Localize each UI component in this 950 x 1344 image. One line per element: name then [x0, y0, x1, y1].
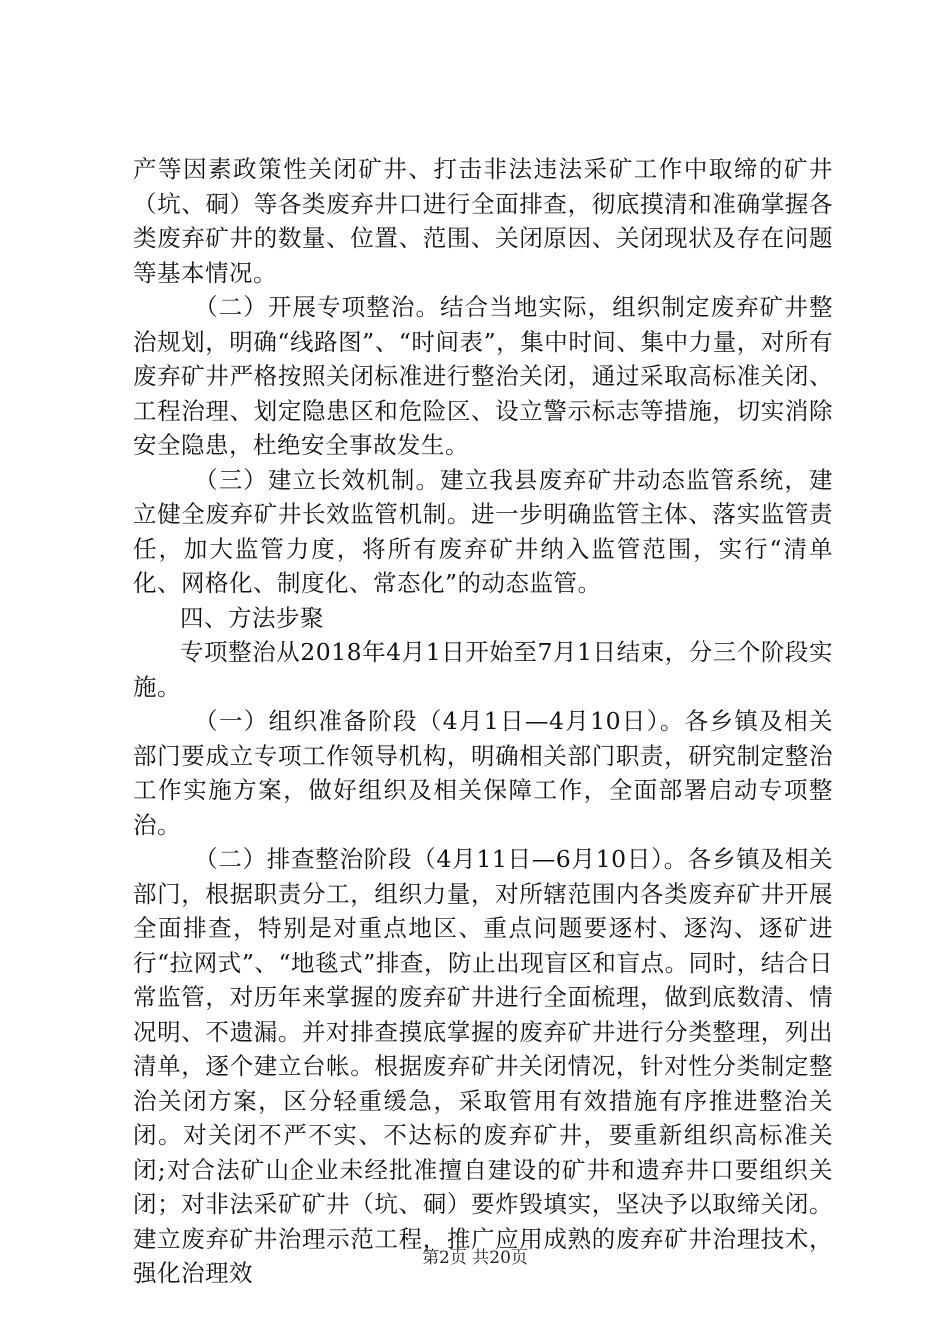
paragraph-schedule: 专项整治从2018年4月1日开始至7月1日结束，分三个阶段实施。	[133, 638, 833, 701]
paragraph-phase-1: （一）组织准备阶段（4月1日—4月10日）。各乡镇及相关部门要成立专项工作领导机构，明确相关部门职责，研究制定整治工作实施方案，做好组织及相关保障工作，全面部署启动专项整治。	[133, 707, 833, 839]
page-footer: 第2页 共20页	[422, 1248, 528, 1268]
paragraph-continued: 产等因素政策性关闭矿井、打击非法违法采矿工作中取缔的矿井（坑、硐）等各类废弃井口进行全面排查，彻底摸清和准确掌握各类废弃矿井的数量、位置、范围、关闭原因、关闭现状及存在问题等基本情况。	[133, 155, 833, 287]
paragraph-phase-2: （二）排查整治阶段（4月11日—6月10日）。各乡镇及相关部门，根据职责分工，组织力量，对所辖范围内各类废弃矿井开展全面排查，特别是对重点地区、重点问题要逐村、逐沟、逐矿进行“拉网式”、“地毯式”排查，防止出现盲区和盲点。同时，结合日常监管，对历年来掌握的废弃矿井进行全面梳理，做到底数清、情况明、不遗漏。并对排查摸底掌握的废弃矿井进行分类整理，列出清单，逐个建立台帐。根据废弃矿井关闭情况，针对性分类制定整治关闭方案，区分轻重缓急，采取管用有效措施有序推进整治关闭。对关闭不严不实、不达标的废弃矿井，要重新组织高标准关闭;对合法矿山企业未经批准擅自建设的矿井和遗弃井口要组织关闭；对非法采矿矿井（坑、硐）要炸毁填实，坚决予以取缔关闭。建立废弃矿井治理示范工程，推广应用成熟的废弃矿井治理技术，强化治理效	[133, 845, 833, 1287]
paragraph-section-2: （二）开展专项整治。结合当地实际，组织制定废弃矿井整治规划，明确“线路图”、“时间表”，集中时间、集中力量，对所有废弃矿井严格按照关闭标准进行整治关闭，通过采取高标准关闭、工程治理、划定隐患区和危险区、设立警示标志等措施，切实消除安全隐患，杜绝安全事故发生。	[133, 293, 833, 459]
document-body	[133, 152, 833, 1291]
section-heading-methods: 四、方法步聚	[180, 603, 324, 632]
paragraph-section-3: （三）建立长效机制。建立我县废弃矿井动态监管系统，建立健全废弃矿井长效监管机制。进一步明确监管主体、落实监管责任，加大监管力度，将所有废弃矿井纳入监管范围，实行“清单化、网格化、制度化、常态化”的动态监管。	[133, 465, 833, 597]
